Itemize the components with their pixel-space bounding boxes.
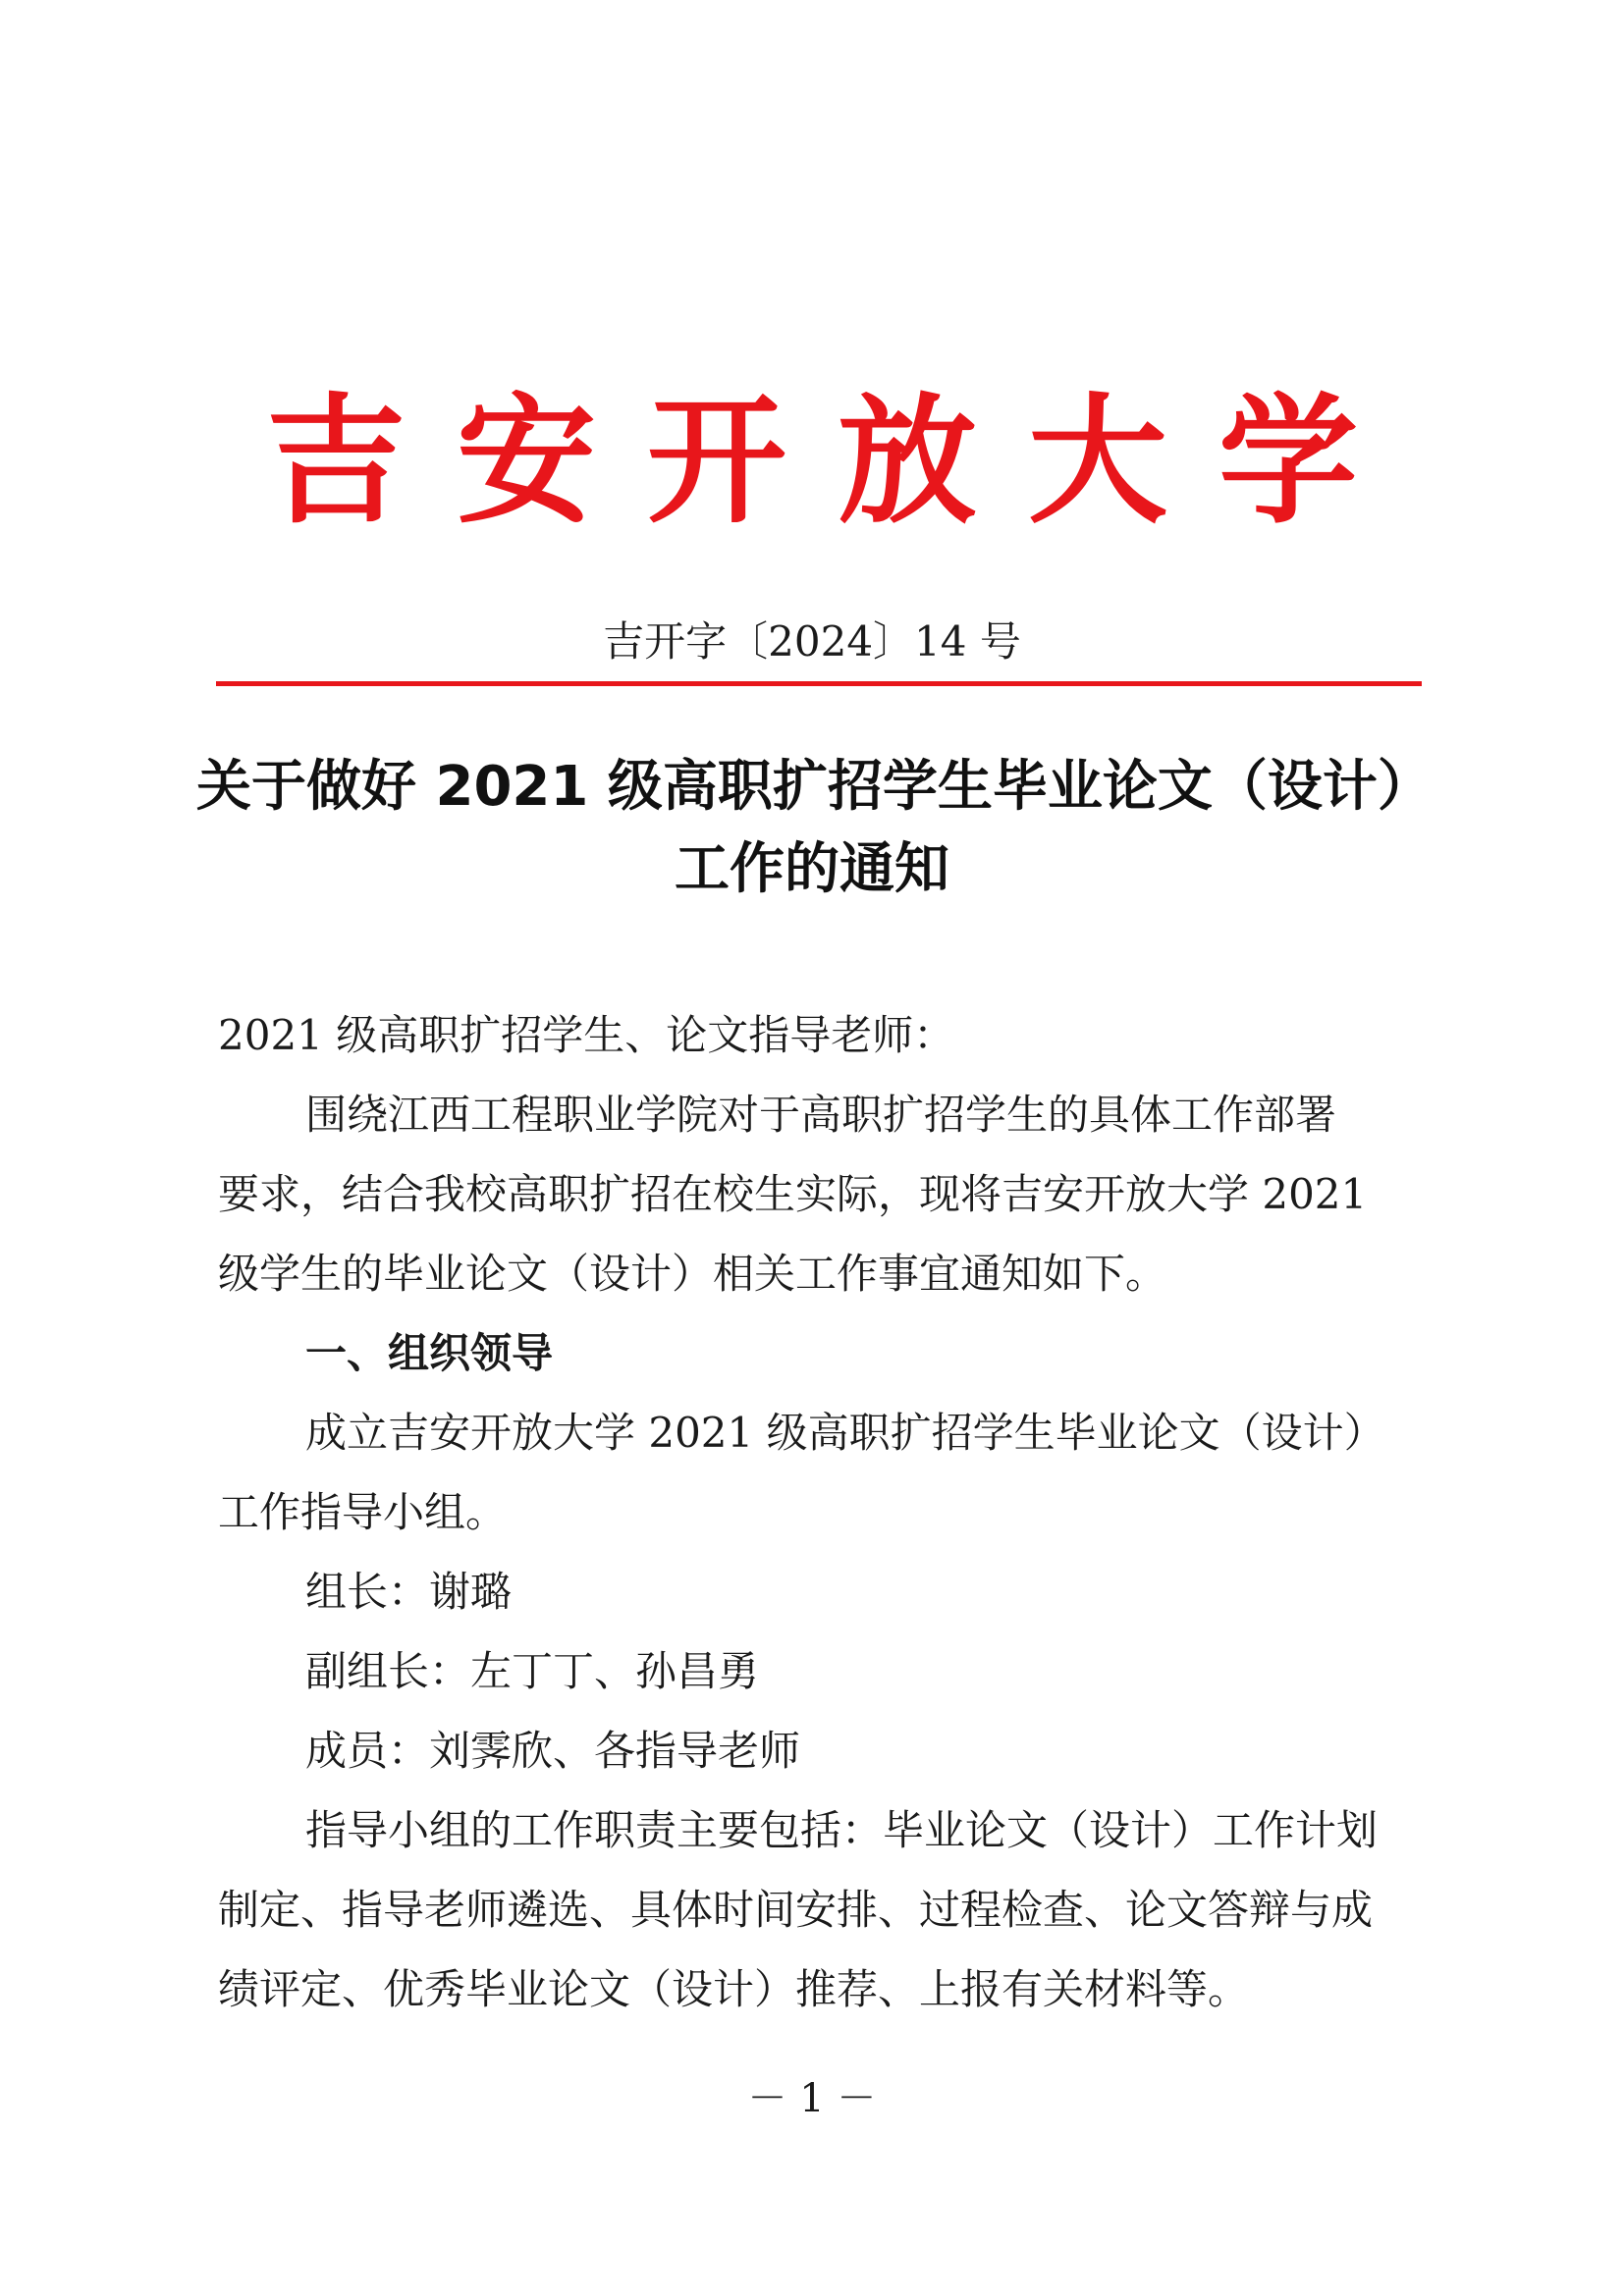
document-number: 吉开字〔2024〕14 号 (603, 617, 1021, 666)
masthead-title: 吉安开放大学 (266, 380, 1409, 543)
group-vice-leaders: 副组长：左丁丁、孙昌勇 (305, 1647, 760, 1695)
section-heading-organization: 一、组织领导 (305, 1329, 554, 1377)
salutation: 2021 级高职扩招学生、论文指导老师： (218, 1011, 955, 1059)
duties-paragraph-line-3: 绩评定、优秀毕业论文（设计）推荐、上报有关材料等。 (218, 1965, 1250, 2013)
intro-paragraph-line-3: 级学生的毕业论文（设计）相关工作事宜通知如下。 (218, 1250, 1167, 1298)
page-number: － 1 － (747, 2076, 877, 2121)
intro-paragraph-line-2: 要求，结合我校高职扩招在校生实际，现将吉安开放大学 2021 (218, 1170, 1368, 1218)
section1-paragraph-line-1: 成立吉安开放大学 2021 级高职扩招学生毕业论文（设计） (305, 1409, 1385, 1457)
duties-paragraph-line-2: 制定、指导老师遴选、具体时间安排、过程检查、论文答辩与成 (218, 1886, 1374, 1934)
group-members: 成员：刘霁欣、各指导老师 (305, 1727, 801, 1775)
section1-paragraph-line-2: 工作指导小组。 (218, 1488, 508, 1536)
red-divider-line (216, 681, 1422, 686)
group-leader: 组长：谢璐 (305, 1568, 513, 1616)
document-title-line-2: 工作的通知 (675, 837, 949, 901)
duties-paragraph-line-1: 指导小组的工作职责主要包括：毕业论文（设计）工作计划 (305, 1806, 1379, 1854)
intro-paragraph-line-1: 围绕江西工程职业学院对于高职扩招学生的具体工作部署 (305, 1091, 1337, 1139)
document-title-line-1: 关于做好 2021 级高职扩招学生毕业论文（设计） (196, 755, 1433, 819)
document-title (196, 746, 1433, 911)
